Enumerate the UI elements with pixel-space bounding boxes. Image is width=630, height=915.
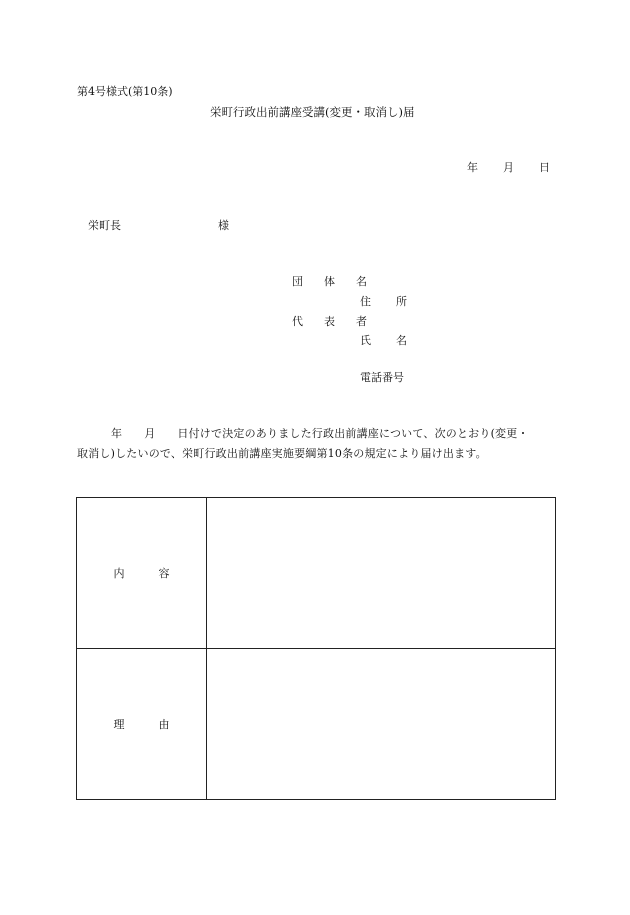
- form-title: 栄町行政出前講座受講(変更・取消し)届: [210, 105, 415, 119]
- content-label: [114, 567, 170, 580]
- addressee-honorific: 様: [218, 219, 229, 232]
- group-name-char: 体: [324, 275, 335, 288]
- person-name-char: 氏: [360, 334, 371, 347]
- reason-label-cell: [77, 649, 207, 800]
- group-name-char: 名: [356, 275, 367, 288]
- body-month: 月: [144, 427, 156, 440]
- group-name-label: [292, 276, 367, 287]
- reason-label: [114, 718, 170, 731]
- reason-value-cell[interactable]: [207, 649, 556, 800]
- content-label-cell: [77, 498, 207, 649]
- date-line: [467, 162, 550, 173]
- address-label: [360, 296, 407, 307]
- representative-char: 代: [292, 315, 303, 328]
- table-row-content: [77, 498, 556, 649]
- phone-label: 電話番号: [360, 371, 404, 384]
- content-value-cell[interactable]: [207, 498, 556, 649]
- representative-char: 者: [356, 315, 367, 328]
- content-label-char: 内: [113, 567, 125, 580]
- person-name-label: [360, 335, 407, 346]
- form-number: 第4号様式(第10条): [77, 85, 173, 98]
- content-label-char: 容: [158, 567, 170, 580]
- date-day: 日: [539, 161, 550, 174]
- body-line-2: 取消し)したいので、栄町行政出前講座実施要綱第10条の規定により届け出ます。: [77, 447, 487, 460]
- addressee-name: 栄町長: [88, 219, 121, 232]
- body-year: 年: [111, 427, 123, 440]
- body-line-1: [77, 424, 557, 444]
- reason-label-char: 由: [158, 718, 170, 731]
- representative-label: [292, 316, 367, 327]
- address-char: 住: [360, 295, 371, 308]
- body-line-1-rest: 日付けで決定のありました行政出前講座について、次のとおり(変更・: [177, 427, 529, 440]
- body-text: [77, 424, 557, 464]
- date-year: 年: [467, 161, 478, 174]
- reason-label-char: 理: [113, 718, 125, 731]
- detail-table: [76, 497, 556, 800]
- group-name-char: 団: [292, 275, 303, 288]
- table-row-reason: [77, 649, 556, 800]
- address-char: 所: [396, 295, 407, 308]
- date-month: 月: [503, 161, 514, 174]
- person-name-char: 名: [396, 334, 407, 347]
- representative-char: 表: [324, 315, 335, 328]
